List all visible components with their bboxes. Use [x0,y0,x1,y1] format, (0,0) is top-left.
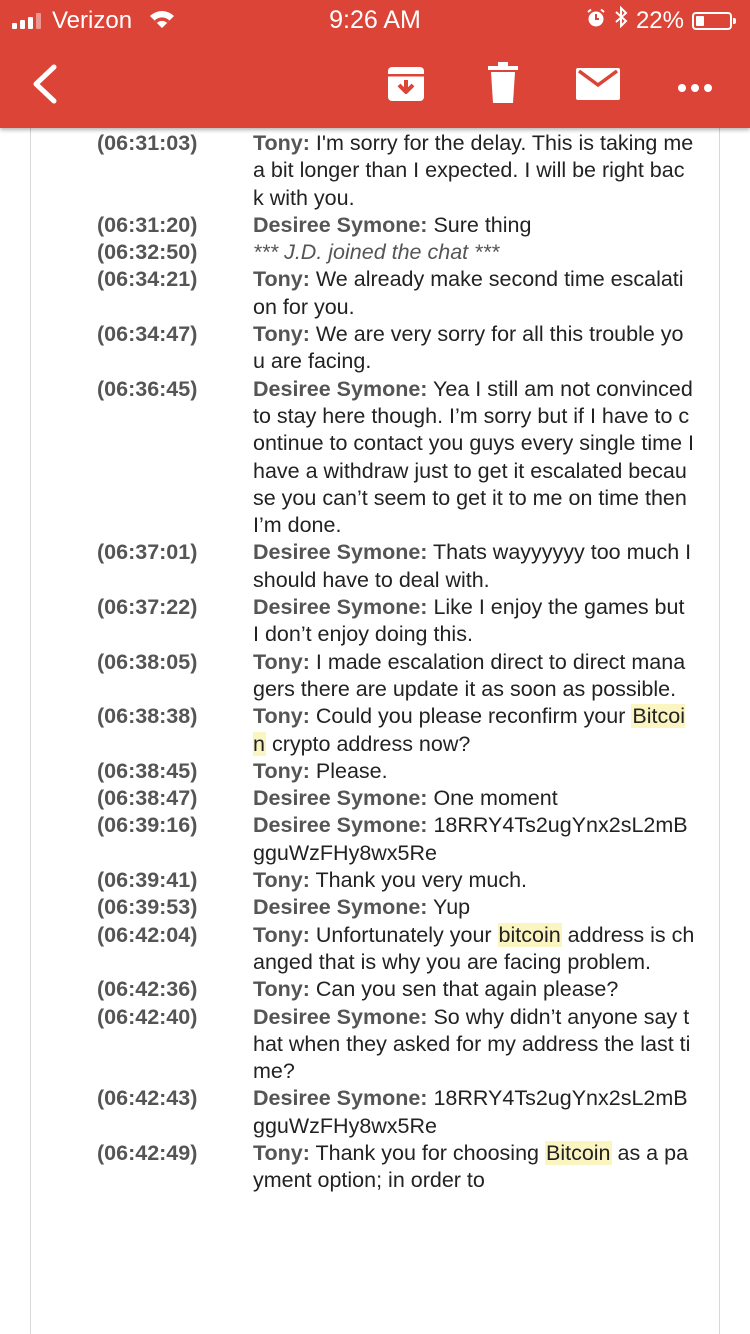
message-timestamp: (06:42:36) [97,977,198,1002]
message-body [253,703,719,758]
message-text: Can you sen that again please? [309,977,619,1002]
message-timestamp: (06:39:53) [97,895,198,920]
message-text: Yea I still am not convinced to stay here though. I’m sorry but if I have to continue to contact you guys every single time I have a withdraw just to get it escalated because you can’t seem to get it to me on time then I’m done. [253,376,694,538]
chat-message [31,894,719,921]
search-highlight: Bitcoin [253,704,685,756]
app-bar [0,40,750,128]
message-text: I'm sorry for the delay. This is taking me a bit longer than I expected. I will be right back with you. [253,131,694,210]
message-timestamp: (06:36:45) [97,376,198,401]
mail-icon[interactable] [576,68,620,105]
message-body [253,812,719,867]
message-text: crypto address now? [265,731,471,756]
sender-name: Desiree Symone: [253,1086,428,1111]
message-body [253,867,719,894]
message-text: as a payment option; in order to [253,1140,689,1193]
sender-name: Tony: [253,1140,310,1165]
message-timestamp: (06:42:40) [97,1004,198,1029]
chat-message [31,976,719,1003]
message-body [253,376,719,540]
crypto-address: 18RRY4Ts2ugYnx2sL2mBgguWzFHy8wx5Re [253,813,688,865]
trash-icon[interactable] [488,62,518,109]
sender-name: Tony: [253,977,310,1002]
message-body [253,1085,719,1140]
message-text: Unfortunately your [309,922,498,947]
message-timestamp: (06:42:43) [97,1086,198,1111]
message-body [253,649,719,704]
back-arrow-icon[interactable] [30,64,60,109]
crypto-address: 18RRY4Ts2ugYnx2sL2mBgguWzFHy8wx5Re [253,1086,688,1138]
chat-message [31,1085,719,1140]
sender-name: Tony: [253,758,310,783]
message-text: One moment [427,786,558,811]
message-text: Thank you very much. [309,868,528,893]
message-text: I made escalation direct to direct managers there are update it as soon as possible. [253,649,686,701]
message-timestamp: (06:38:45) [97,758,198,783]
message-text: Thats wayyyyyy too much I should have to deal with. [253,540,692,592]
sender-name: Desiree Symone: [253,595,428,620]
message-body [253,922,719,977]
sender-name: Desiree Symone: [253,813,428,838]
sender-name: Desiree Symone: [253,376,428,401]
sender-name: Desiree Symone: [253,212,428,237]
archive-icon[interactable] [386,64,426,109]
message-text: We already make second time escalation for you. [253,267,684,319]
message-body [253,758,719,785]
sender-name: Tony: [253,649,310,674]
message-timestamp: (06:39:41) [97,868,198,893]
message-body [253,894,719,921]
chat-message [31,266,719,321]
sender-name: Desiree Symone: [253,786,428,811]
chat-message [31,594,719,649]
sender-name: Desiree Symone: [253,895,428,920]
sender-name: Tony: [253,704,310,729]
chat-message [31,649,719,704]
message-text: Sure thing [427,212,532,237]
search-highlight: Bitcoin [545,1140,611,1165]
message-body [253,594,719,649]
chat-message [31,1004,719,1086]
chat-message [31,867,719,894]
chat-transcript[interactable] [30,128,720,1334]
chat-message [31,1140,719,1195]
chat-message [31,239,719,266]
sender-name: Tony: [253,868,310,893]
message-text: Like I enjoy the games but I don’t enjoy doing this. [253,595,685,647]
sender-name: Tony: [253,267,310,292]
chat-message [31,922,719,977]
chat-message [31,758,719,785]
carrier-name: Verizon [52,7,133,34]
chat-message [31,785,719,812]
message-body [253,212,719,239]
chat-message [31,212,719,239]
chat-message [31,321,719,376]
message-timestamp: (06:42:49) [97,1140,198,1165]
sender-name: Desiree Symone: [253,540,428,565]
message-body [253,321,719,376]
message-body [253,1004,719,1086]
clock: 9:26 AM [329,6,421,34]
message-timestamp: (06:39:16) [97,813,198,838]
message-text: Thank you for choosing [309,1140,545,1165]
message-text: Please. [309,758,388,783]
message-timestamp: (06:32:50) [97,240,198,265]
sender-name: Tony: [253,322,310,347]
message-timestamp: (06:38:47) [97,786,198,811]
message-text: So why didn’t anyone say that when they asked for my address the last time? [253,1004,691,1084]
message-body [253,976,719,1003]
message-body [253,130,719,212]
status-bar [0,0,750,40]
message-body [253,539,719,594]
message-timestamp: (06:31:03) [97,131,198,155]
search-highlight: bitcoin [498,922,561,947]
message-timestamp: (06:38:38) [97,704,198,729]
sender-name: Desiree Symone: [253,1004,428,1029]
message-text: We are very sorry for all this trouble you are facing. [253,322,684,374]
message-timestamp: (06:34:21) [97,267,198,292]
chat-message [31,812,719,867]
bluetooth-icon [614,6,628,35]
message-timestamp: (06:37:01) [97,540,198,565]
message-text: Could you please reconfirm your [309,704,632,729]
system-notice: *** J.D. joined the chat *** [253,240,500,265]
sender-name: Tony: [253,922,310,947]
message-timestamp: (06:31:20) [97,212,198,237]
battery-percent: 22% [635,6,684,34]
message-body [253,1140,719,1195]
chat-message [31,539,719,594]
message-body [253,785,719,812]
message-text: Yup [427,895,471,920]
message-timestamp: (06:42:04) [97,922,198,947]
chat-message [31,130,719,212]
message-body [253,266,719,321]
top-bar [0,0,750,128]
sender-name: Tony: [253,131,310,155]
more-dots-icon[interactable] [677,80,713,98]
message-timestamp: (06:38:05) [97,649,198,674]
message-body [253,239,719,266]
message-text: address is changed that is why you are facing problem. [253,922,695,974]
alarm-icon [586,7,606,35]
status-right [586,6,738,35]
message-timestamp: (06:34:47) [97,322,198,347]
chat-message [31,376,719,540]
chat-message [31,703,719,758]
message-timestamp: (06:37:22) [97,595,198,620]
battery-icon [692,12,732,30]
chat-rows [31,130,719,1195]
